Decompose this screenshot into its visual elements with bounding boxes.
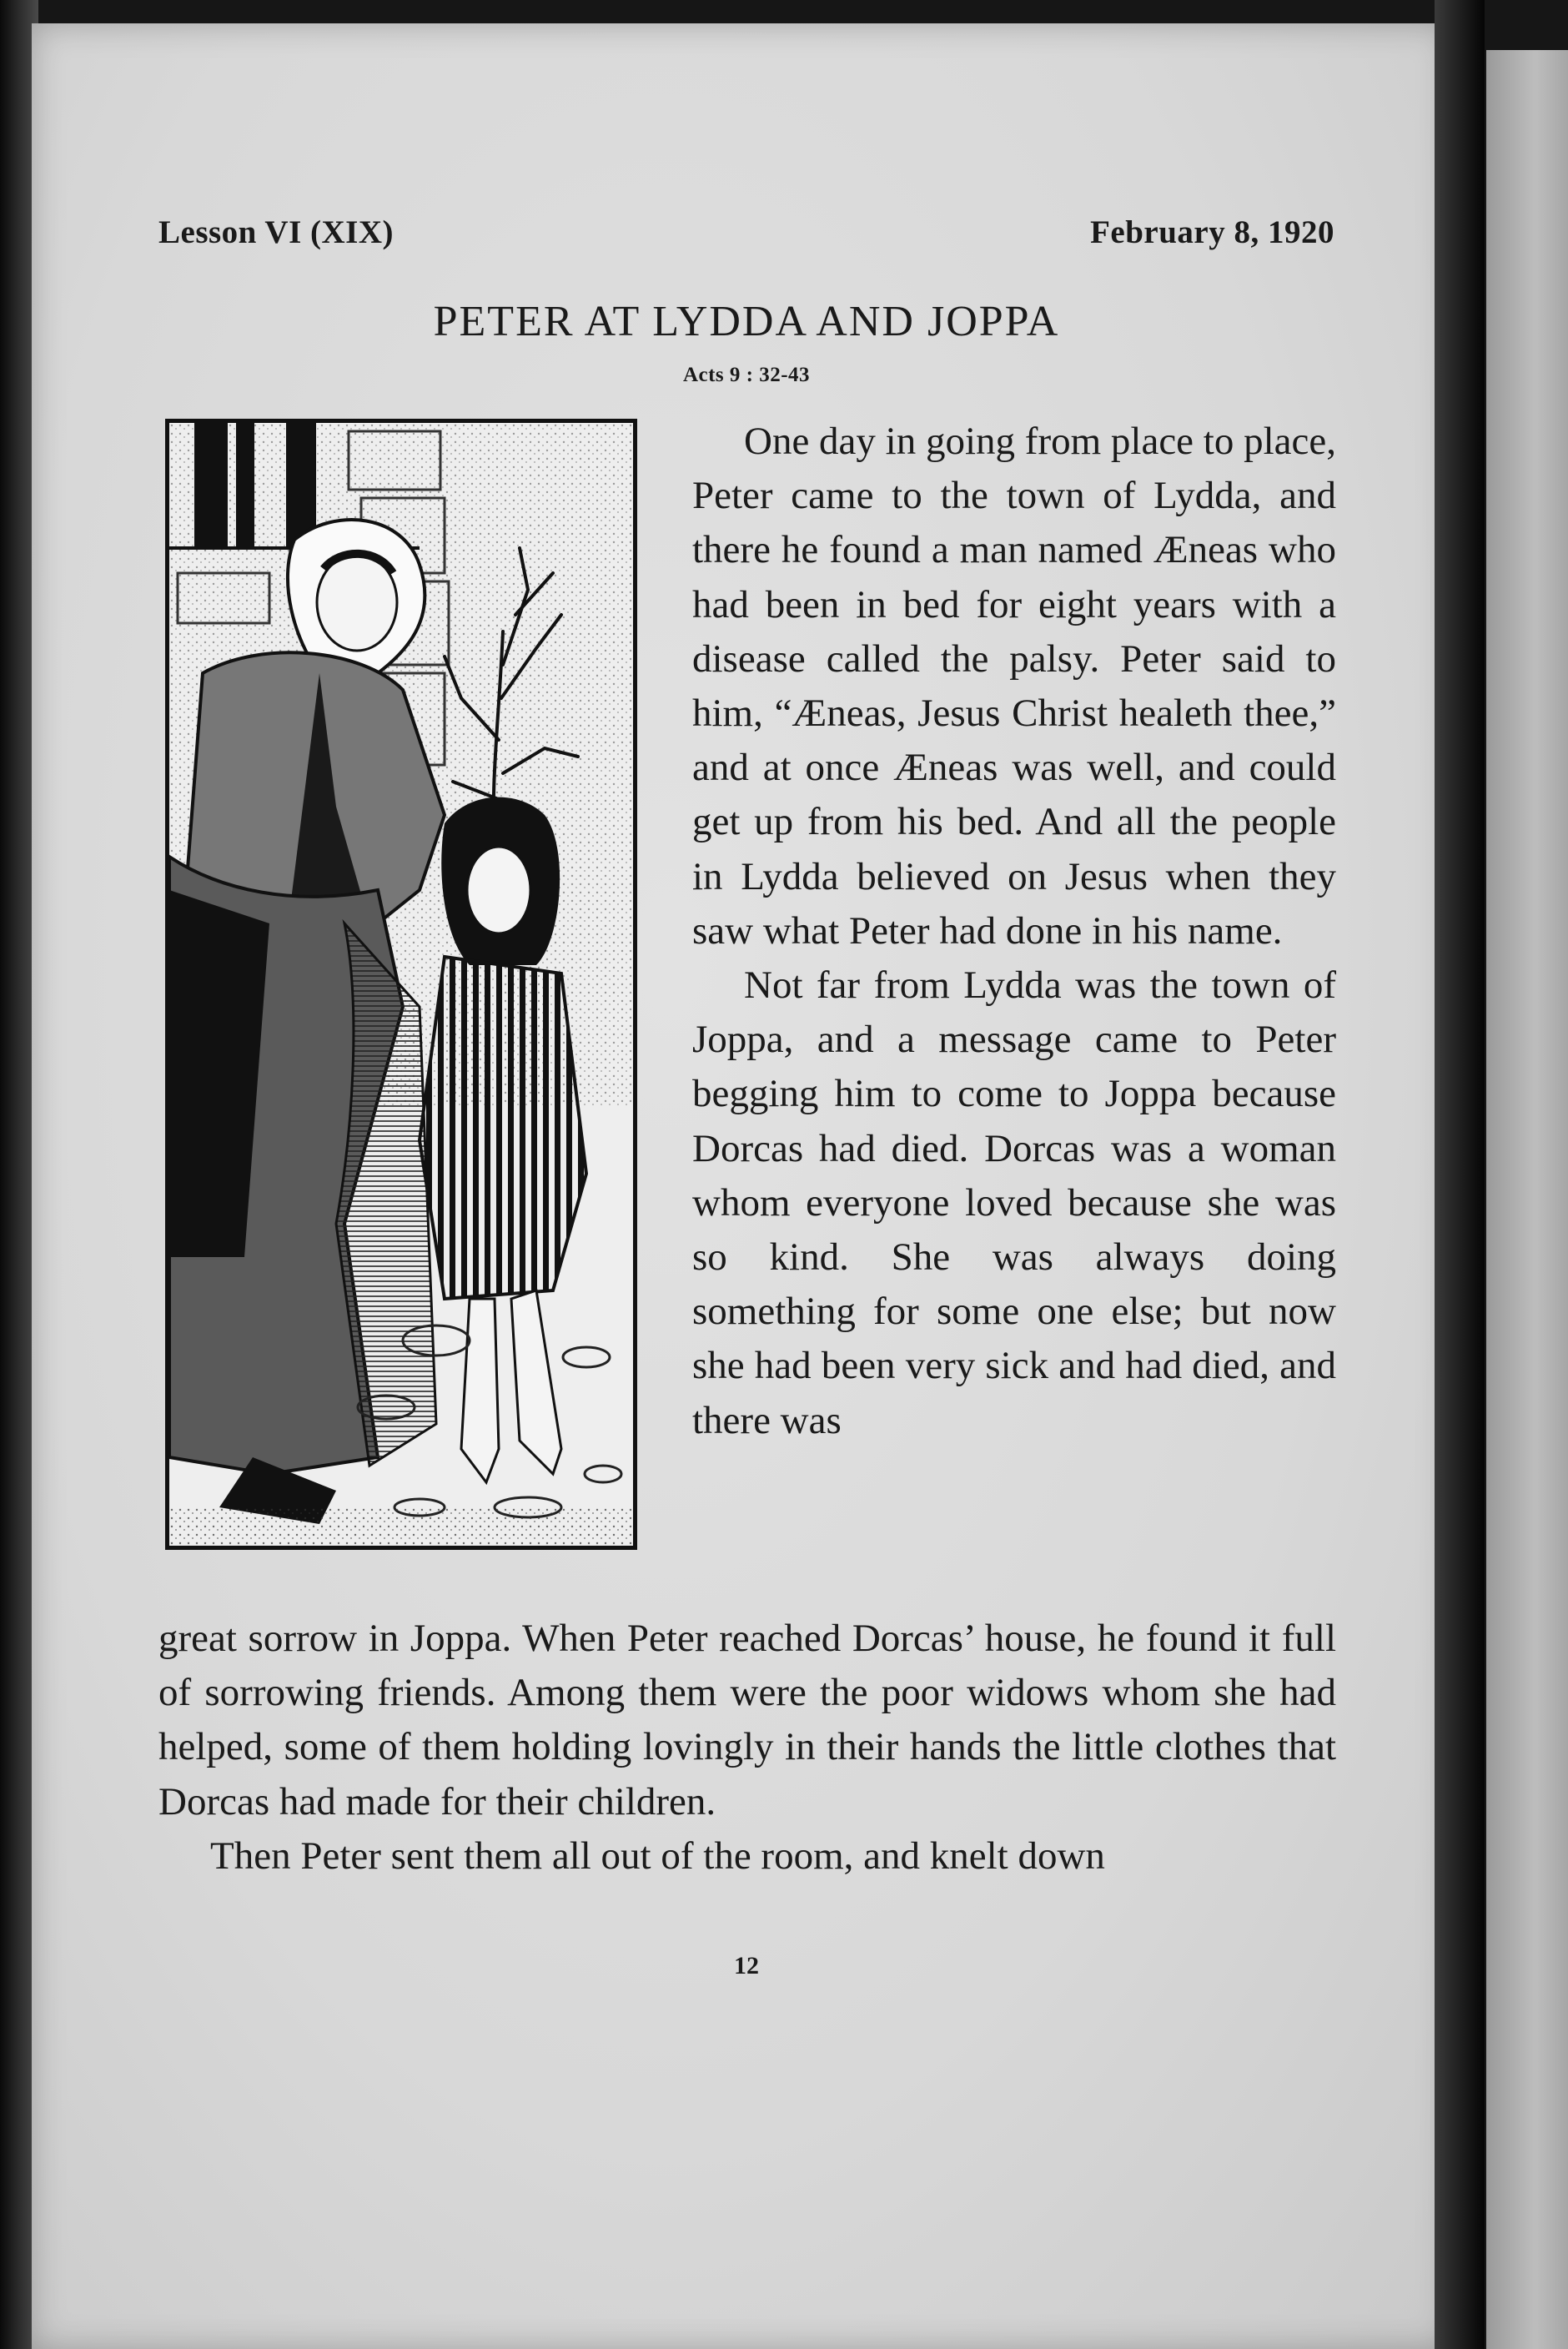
lesson-date: February 8, 1920	[1090, 214, 1334, 250]
page-number: 12	[734, 1952, 759, 1979]
illustration-woman-and-child	[165, 419, 637, 1550]
paragraph-dorcas: Not far from Lydda was the town of Joppa, and a message came to Peter begging him to come to Joppa because Dorcas had died. Dorcas was a woman whom everyone loved because she was so kind. She was always doing something for some one else; but now she had been very sick and had died, and there was	[692, 963, 1336, 1442]
story-title: PETER AT LYDDA AND JOPPA	[433, 298, 1060, 345]
facing-page-edge	[1486, 50, 1568, 2349]
story-text-full-width	[158, 1612, 1336, 1884]
story-text-column	[692, 415, 1336, 1448]
paragraph-aeneas: One day in going from place to place, Peter came to the town of Lydda, and there he found a man named Æneas who had been in bed for eight years with a disease called the palsy. Peter said to him, “Æneas, Jesus Christ healeth thee,” and at once Æneas was well, and could get up from his bed. And all the people in Lydda believed on Jesus when they saw what Peter had done in his name.	[692, 420, 1336, 953]
book-gutter	[1435, 0, 1485, 2349]
scripture-reference: Acts 9 : 32-43	[682, 364, 811, 386]
lesson-label: Lesson VI (XIX)	[158, 214, 394, 250]
paragraph-peter-prays: Then Peter sent them all out of the room, and knelt down	[210, 1833, 1105, 1878]
paragraph-dorcas-continued: great sorrow in Joppa. When Peter reached Dorcas’ house, he found it full of sorrowing friends. Among them were the poor widows whom she had helped, some of them holding lovingly in their hands the little clothes that Dorcas had made for their children.	[158, 1617, 1336, 1823]
illustration-drawing	[169, 423, 633, 1546]
